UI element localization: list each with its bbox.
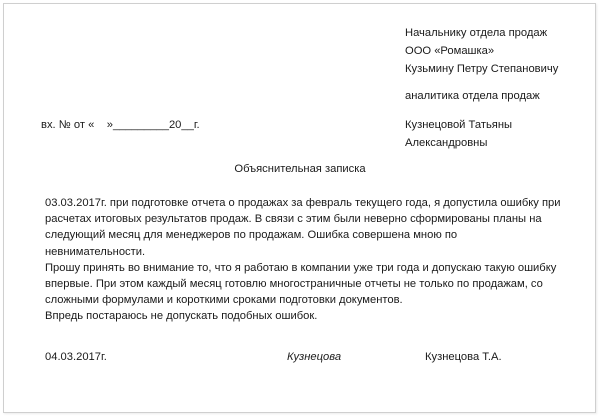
body-line: расчетах итоговых результатов продаж. В связи с этим были неверно сформированы планы на — [45, 213, 542, 226]
body-line: впервые. При этом каждый месяц готовлю многостраничные отчеты не только по продажам, со — [45, 278, 543, 291]
body-line: 03.03.2017г. при подготовке отчета о продажах за февраль текущего года, я допустила ошибку при — [45, 197, 561, 209]
addressee-line-2: ООО «Ромашка» — [405, 45, 495, 57]
body-line: сложными формулами и короткими сроками подготовки документов. — [45, 294, 403, 307]
body-line: Впредь постараюсь не допускать подобных ошибок. — [45, 310, 318, 323]
handwritten-signature: Кузнецова — [287, 351, 342, 363]
signature-date: 04.03.2017г. — [45, 351, 107, 363]
body-line: следующий месяц для менеджеров по продажам. Ошибка совершена мною по — [45, 229, 458, 242]
addressee-line-1: Начальнику отдела продаж — [405, 27, 548, 39]
sender-surname: Кузнецовой Татьяны — [405, 119, 513, 131]
incoming-reference: вх. № от « »_________20__г. — [41, 119, 200, 131]
sender-position: аналитика отдела продаж — [405, 90, 540, 102]
signature-name: Кузнецова Т.А. — [425, 351, 502, 363]
document-body — [45, 195, 565, 325]
addressee-line-3: Кузьмину Петру Степановичу — [405, 63, 559, 75]
body-line: невнимательности. — [45, 245, 146, 258]
sender-name: Александровны — [405, 137, 488, 149]
body-line: Прошу принять во внимание то, что я работаю в компании уже три года и допускаю такую ошибку — [45, 261, 557, 274]
document-title: Объяснительная записка — [234, 163, 366, 175]
